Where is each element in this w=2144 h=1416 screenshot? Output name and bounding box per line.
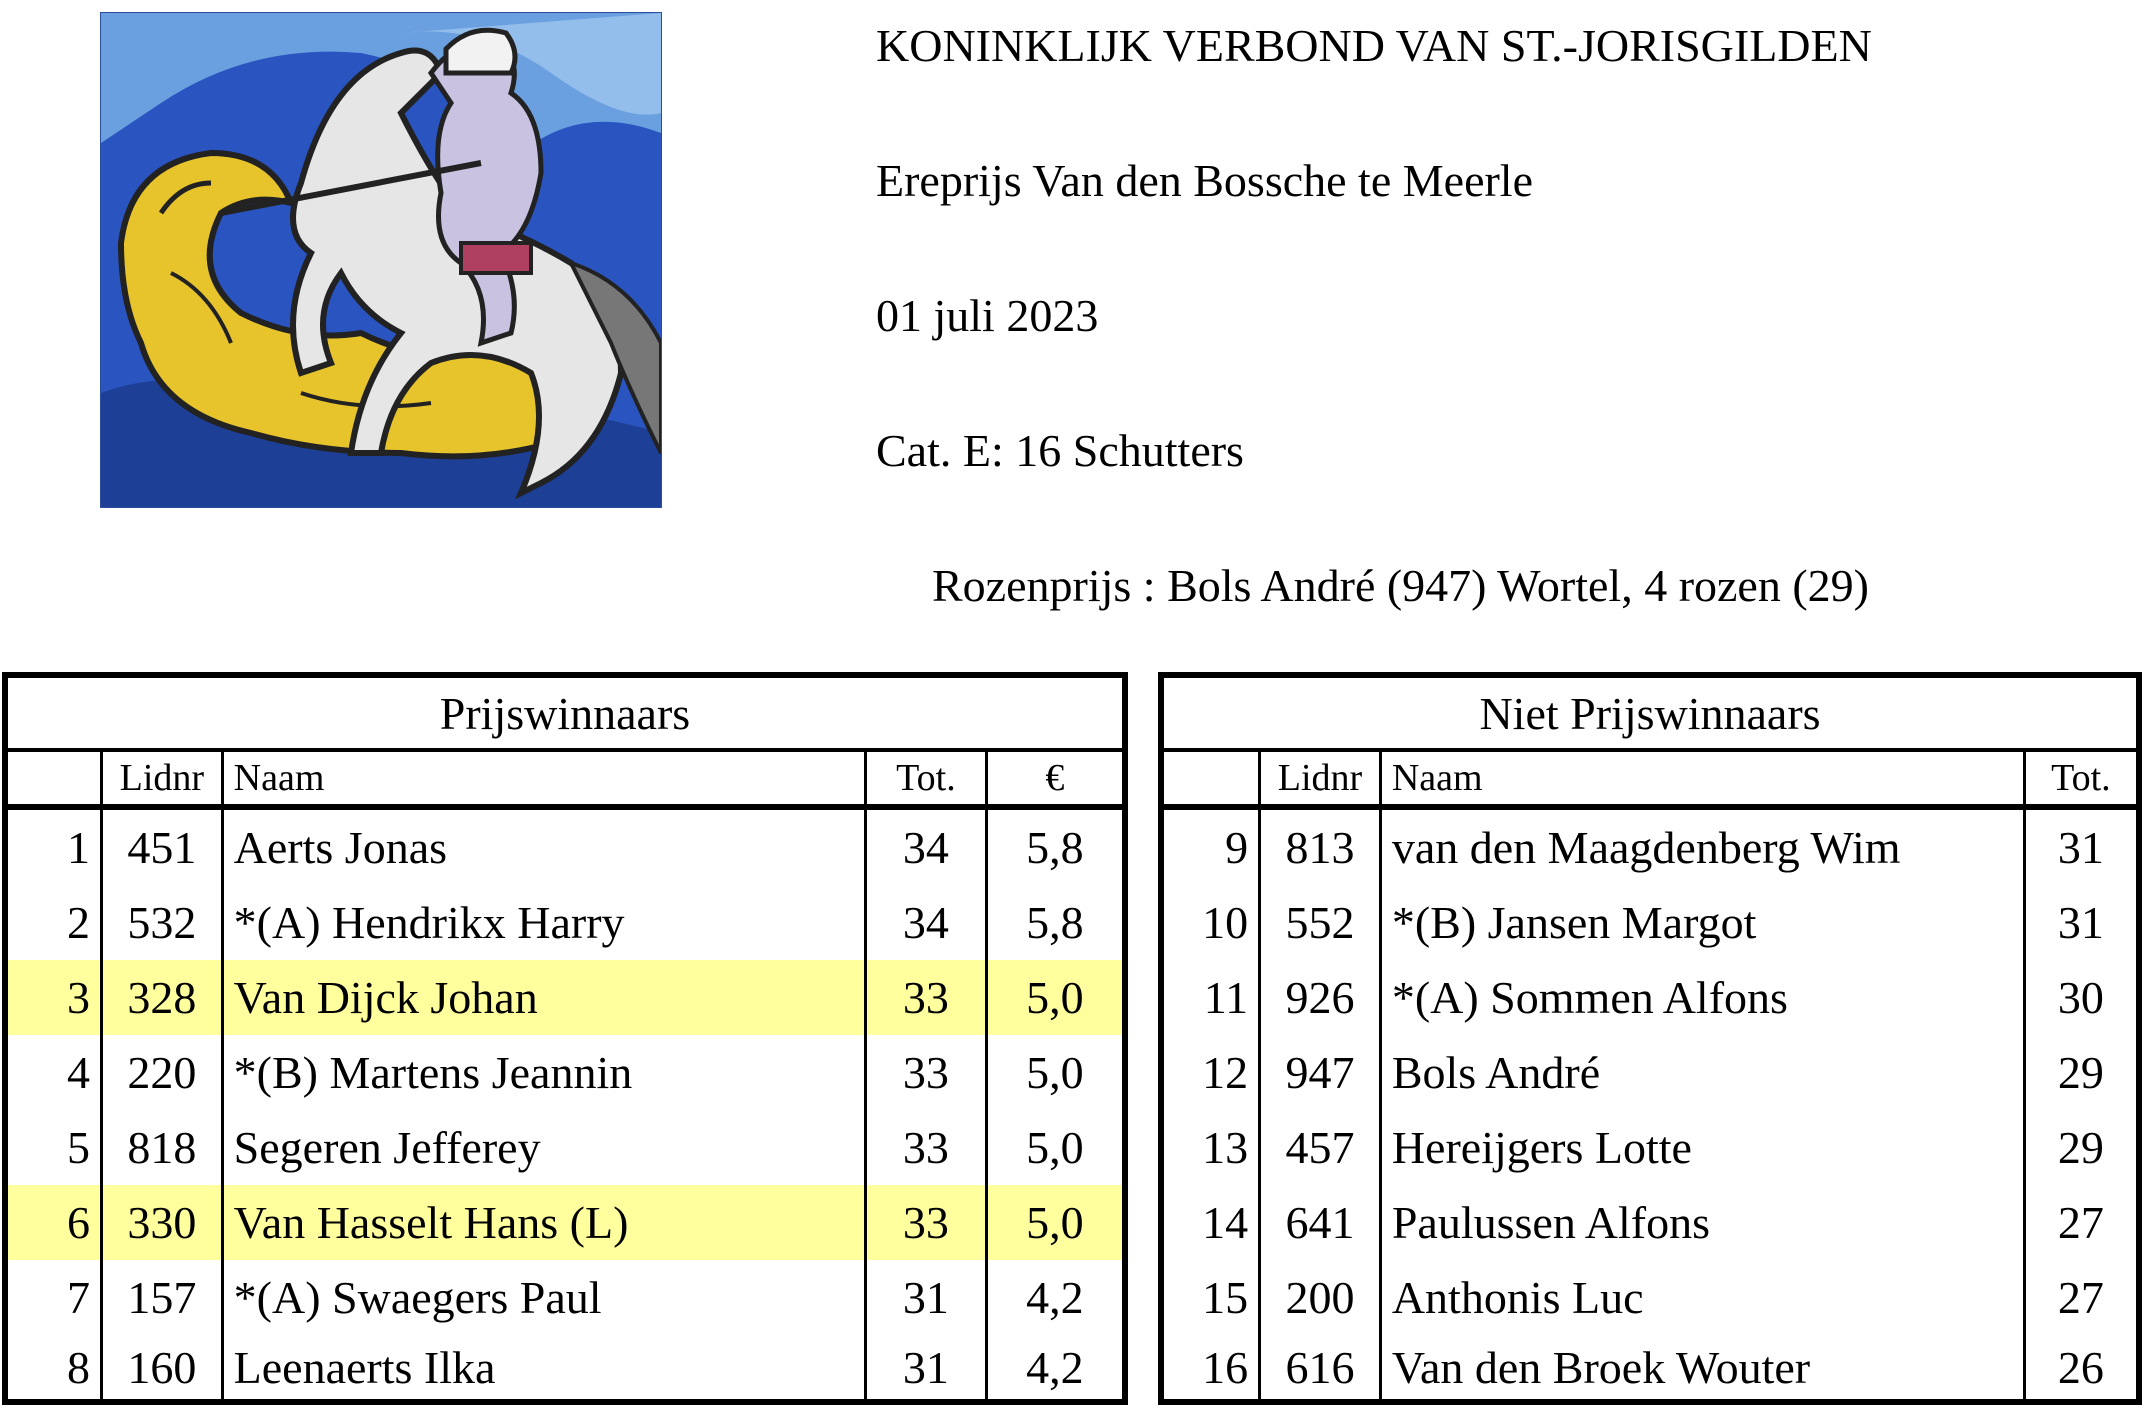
cell-naam: Bols André (1380, 1035, 2024, 1110)
category-label: Cat. E: 16 Schutters (876, 425, 1244, 476)
cell-tot: 29 (2057, 1122, 2104, 1173)
cell-tot: 27 (2057, 1197, 2104, 1248)
cell-lidnr: 947 (1260, 1035, 1381, 1110)
cell-naam: Van Hasselt Hans (L) (222, 1185, 865, 1260)
cell-eur: 4,2 (1026, 1341, 1084, 1393)
cell-lidnr: 641 (1260, 1185, 1381, 1260)
table-row (5, 1035, 1125, 1110)
col-lidnr: Lidnr (102, 750, 223, 807)
cell-naam: Van Dijck Johan (222, 960, 865, 1035)
cell-rank: 10 (1161, 885, 1260, 960)
cell-tot: 26 (2057, 1341, 2104, 1393)
cell-lidnr: 451 (102, 807, 223, 885)
event-title: Ereprijs Van den Bossche te Meerle (876, 155, 1534, 206)
cell-tot: 34 (866, 807, 987, 885)
cell-tot: 29 (2057, 1047, 2104, 1098)
cell-naam: Leenaerts Ilka (222, 1335, 865, 1402)
cell-tot: 33 (866, 960, 987, 1035)
cell-lidnr: 220 (102, 1035, 223, 1110)
cell-rank: 14 (1161, 1185, 1260, 1260)
table-row (5, 1260, 1125, 1335)
cell-eur: 5,0 (986, 960, 1125, 1035)
cell-tot: 31 (2057, 822, 2104, 873)
cell-naam: *(A) Sommen Alfons (1380, 960, 2024, 1035)
table-row (1161, 807, 2139, 885)
cell-lidnr: 818 (102, 1110, 223, 1185)
col-lidnr: Lidnr (1260, 750, 1381, 807)
cell-tot: 33 (866, 1035, 987, 1110)
st-george-dragon-icon (101, 13, 661, 507)
cell-tot: 30 (2057, 972, 2104, 1023)
non-winners-table (1158, 672, 2142, 1405)
table-row (1161, 1335, 2139, 1402)
cell-rank: 5 (5, 1110, 102, 1185)
table-row (5, 1185, 1125, 1260)
cell-naam: Segeren Jefferey (222, 1110, 865, 1185)
cell-naam: Paulussen Alfons (1380, 1185, 2024, 1260)
cell-rank: 12 (1161, 1035, 1260, 1110)
cell-naam: *(A) Hendrikx Harry (222, 885, 865, 960)
cell-lidnr: 813 (1260, 807, 1381, 885)
cell-eur: 4,2 (1026, 1272, 1084, 1323)
cell-naam: Van den Broek Wouter (1380, 1335, 2024, 1402)
table-row (5, 1110, 1125, 1185)
cell-naam: *(B) Jansen Margot (1380, 885, 2024, 960)
cell-rank: 6 (5, 1185, 102, 1260)
cell-tot: 33 (866, 1185, 987, 1260)
cell-rank: 2 (5, 885, 102, 960)
st-george-logo (100, 12, 662, 508)
cell-lidnr: 457 (1260, 1110, 1381, 1185)
col-tot: Tot. (2024, 750, 2139, 807)
cell-eur: 5,8 (1026, 822, 1084, 873)
cell-eur: 5,0 (986, 1185, 1125, 1260)
cell-tot: 31 (2057, 897, 2104, 948)
cell-naam: *(B) Martens Jeannin (222, 1035, 865, 1110)
cell-naam: *(A) Swaegers Paul (222, 1260, 865, 1335)
cell-tot: 31 (866, 1260, 987, 1335)
cell-naam: Anthonis Luc (1380, 1260, 2024, 1335)
table-row (5, 960, 1125, 1035)
cell-eur: 5,0 (1026, 1047, 1084, 1098)
cell-rank: 16 (1161, 1335, 1260, 1402)
cell-lidnr: 328 (102, 960, 223, 1035)
table-row (5, 1335, 1125, 1402)
cell-rank: 7 (5, 1260, 102, 1335)
table-row (1161, 1110, 2139, 1185)
winners-table (2, 672, 1128, 1405)
cell-tot: 27 (2057, 1272, 2104, 1323)
cell-lidnr: 532 (102, 885, 223, 960)
table-row (5, 807, 1125, 885)
cell-lidnr: 160 (102, 1335, 223, 1402)
cell-lidnr: 330 (102, 1185, 223, 1260)
cell-naam: van den Maagdenberg Wim (1380, 807, 2024, 885)
organisation-title: KONINKLIJK VERBOND VAN ST.-JORISGILDEN (876, 20, 1872, 71)
cell-lidnr: 926 (1260, 960, 1381, 1035)
cell-lidnr: 552 (1260, 885, 1381, 960)
cell-rank: 15 (1161, 1260, 1260, 1335)
cell-eur: 5,8 (1026, 897, 1084, 948)
col-naam: Naam (1380, 750, 2024, 807)
cell-lidnr: 200 (1260, 1260, 1381, 1335)
col-tot: Tot. (866, 750, 987, 807)
cell-tot: 31 (866, 1335, 987, 1402)
winners-title: Prijswinnaars (5, 675, 1125, 750)
table-row (1161, 1185, 2139, 1260)
cell-rank: 9 (1161, 807, 1260, 885)
cell-rank: 4 (5, 1035, 102, 1110)
non-winners-rows (1161, 807, 2139, 1402)
cell-lidnr: 616 (1260, 1335, 1381, 1402)
event-date: 01 juli 2023 (876, 290, 1099, 341)
col-eur: € (986, 750, 1125, 807)
table-row (5, 885, 1125, 960)
non-winners-title: Niet Prijswinnaars (1161, 675, 2139, 750)
cell-lidnr: 157 (102, 1260, 223, 1335)
cell-naam: Hereijgers Lotte (1380, 1110, 2024, 1185)
table-row (1161, 1260, 2139, 1335)
col-naam: Naam (222, 750, 865, 807)
roses-prize: Rozenprijs : Bols André (947) Wortel, 4 rozen (29) (932, 560, 1869, 611)
cell-rank: 3 (5, 960, 102, 1035)
table-row (1161, 885, 2139, 960)
col-rank (1161, 750, 1260, 807)
cell-rank: 11 (1161, 960, 1260, 1035)
col-rank (5, 750, 102, 807)
winners-rows (5, 807, 1125, 1402)
cell-tot: 33 (866, 1110, 987, 1185)
cell-eur: 5,0 (1026, 1122, 1084, 1173)
cell-rank: 8 (5, 1335, 102, 1402)
cell-tot: 34 (866, 885, 987, 960)
cell-rank: 13 (1161, 1110, 1260, 1185)
table-row (1161, 1035, 2139, 1110)
cell-naam: Aerts Jonas (222, 807, 865, 885)
table-row (1161, 960, 2139, 1035)
cell-rank: 1 (5, 807, 102, 885)
